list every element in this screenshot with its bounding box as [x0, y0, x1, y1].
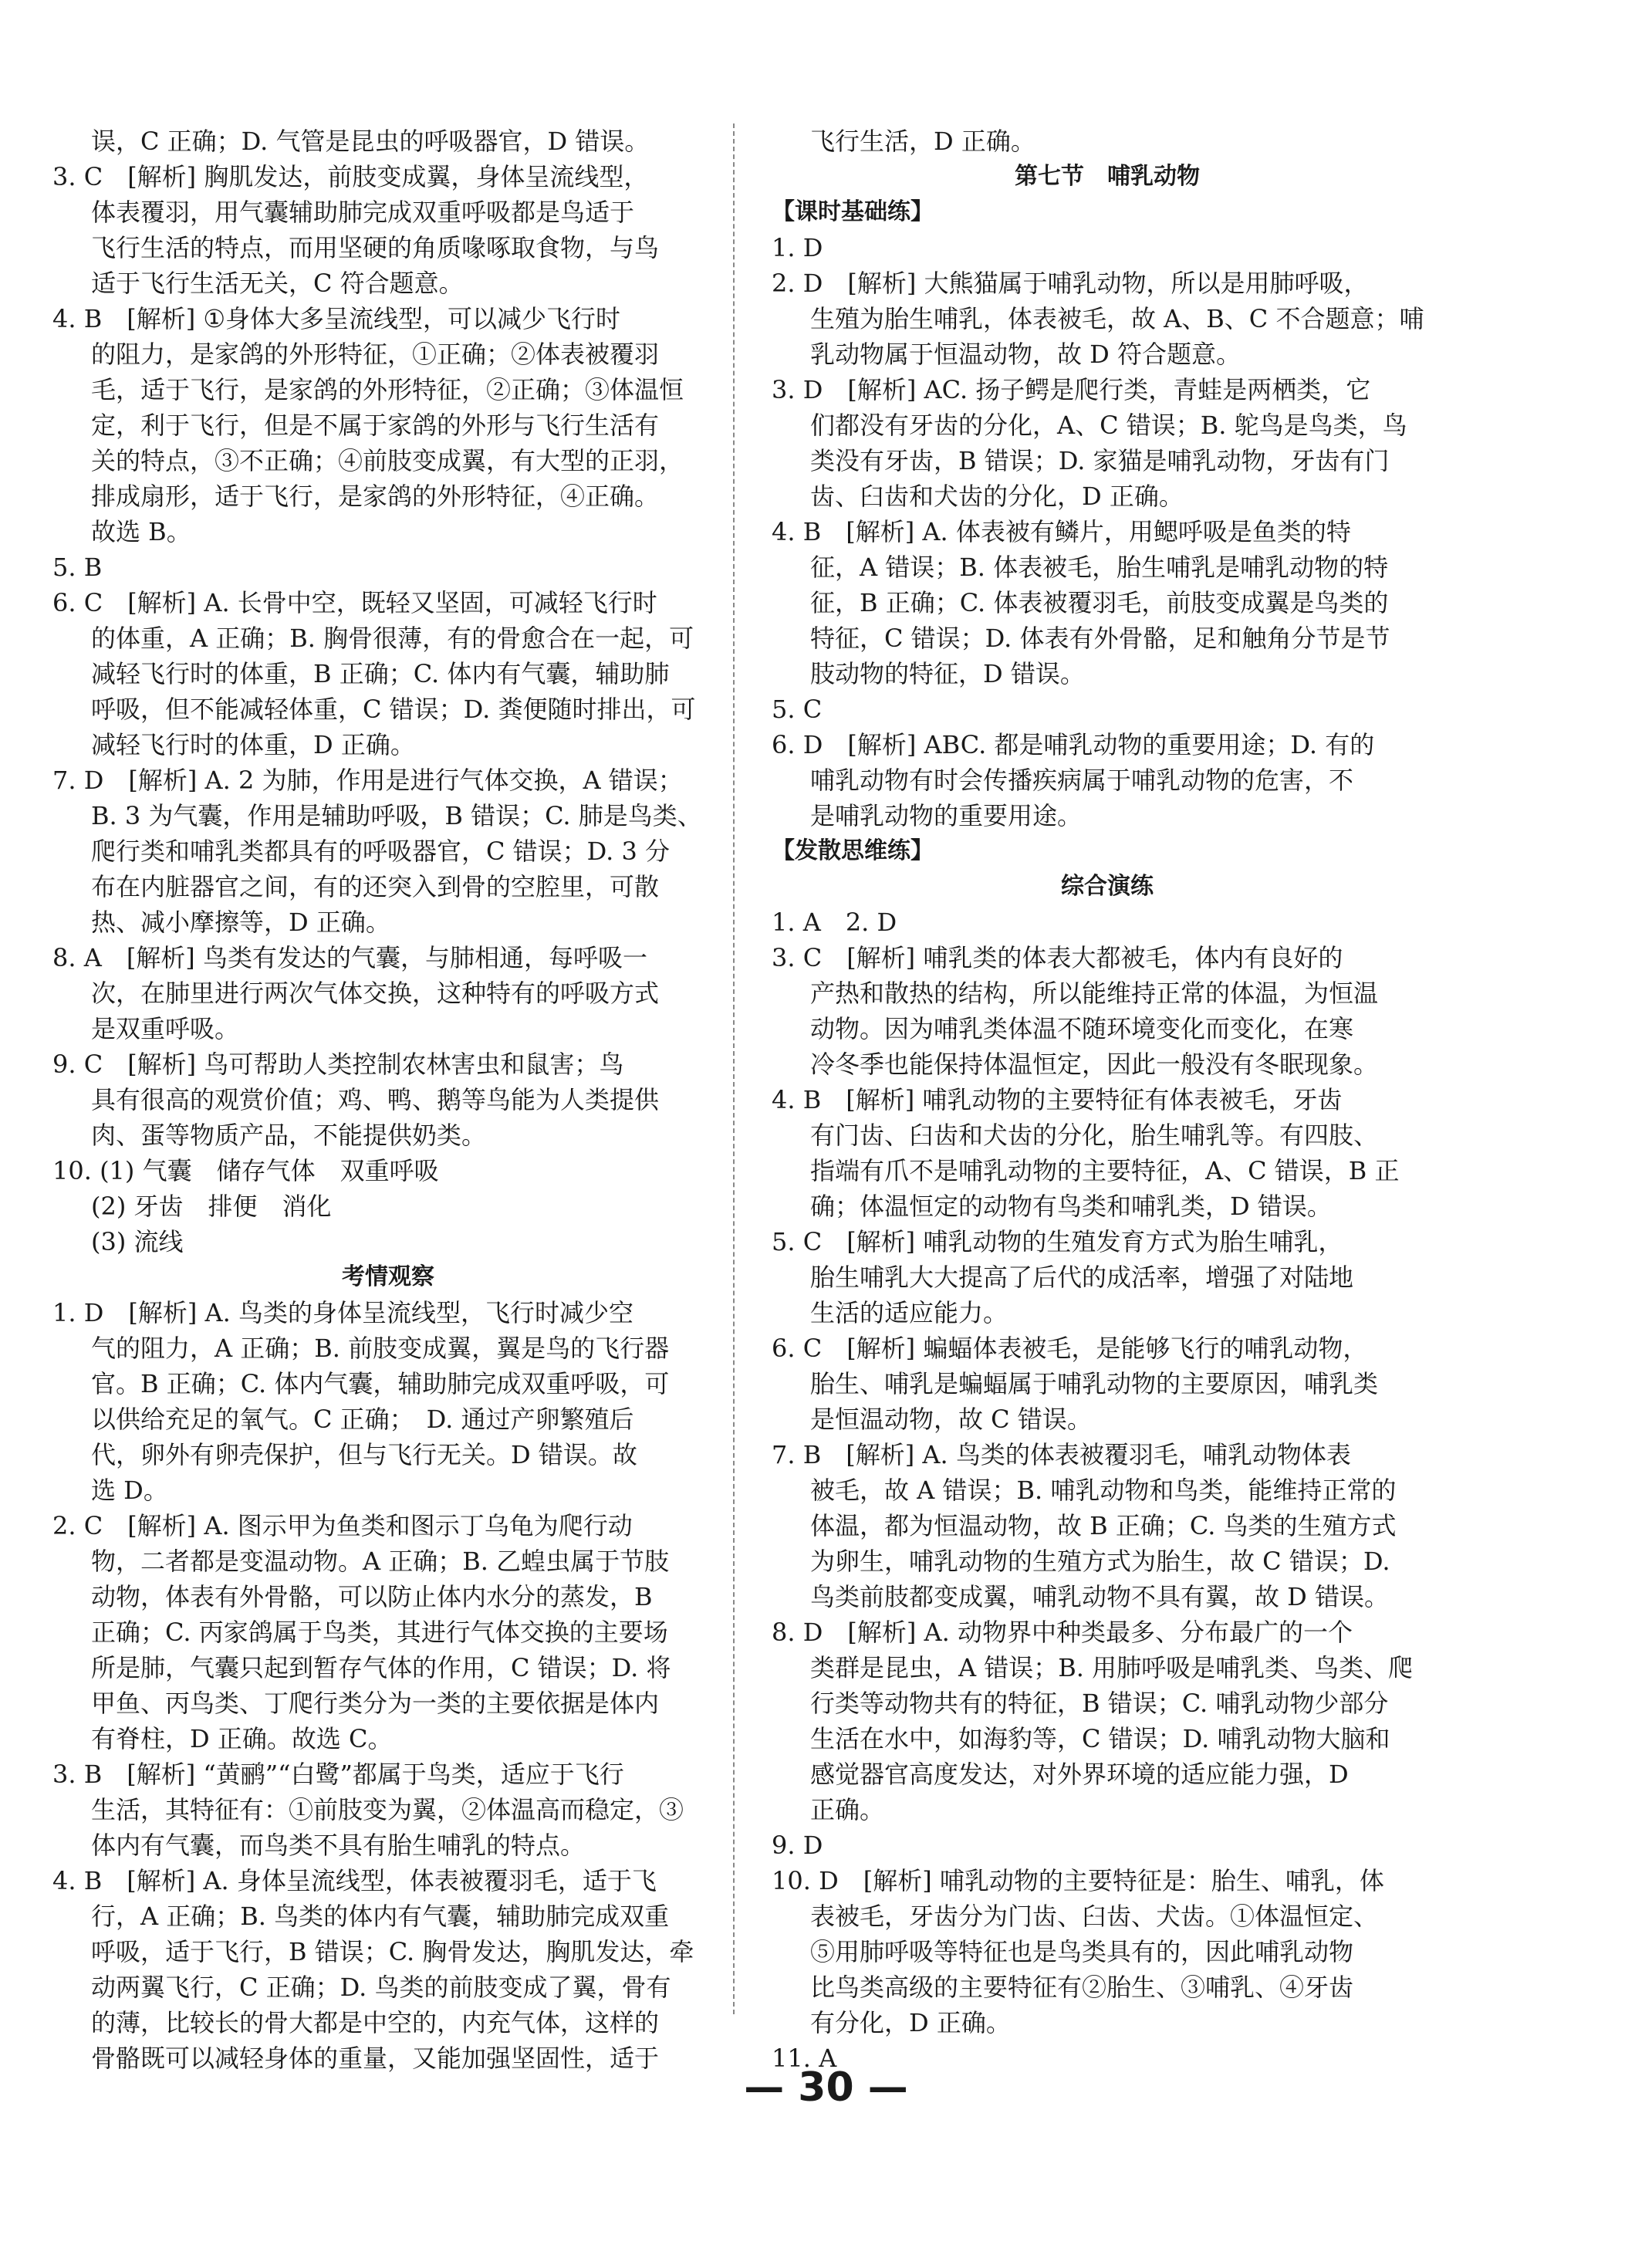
- text-line: 减轻飞行时的体重，B 正确；C. 体内有气囊，辅助肺: [91, 659, 670, 688]
- text-line: 乳动物属于恒温动物，故 D 符合题意。: [810, 340, 1242, 369]
- text-line: 生活，其特征有：①前肢变为翼，②体温高而稳定，③: [91, 1795, 684, 1824]
- text-line: 鸟类前肢都变成翼，哺乳动物不具有翼，故 D 错误。: [810, 1582, 1390, 1611]
- text-line: 2. D [解析] 大熊猫属于哺乳动物，所以是用肺呼吸，: [772, 269, 1369, 298]
- text-line: 是恒温动物，故 C 错误。: [810, 1405, 1092, 1434]
- text-line: 类没有牙齿，B 错误；D. 家猫是哺乳动物，牙齿有门: [810, 446, 1390, 475]
- text-line: 次，在肺里进行两次气体交换，这种特有的呼吸方式: [91, 979, 660, 1008]
- text-line: 5. B: [52, 553, 103, 582]
- text-line: ⑤用肺呼吸等特征也是鸟类具有的，因此哺乳动物: [810, 1937, 1354, 1966]
- text-line: 适于飞行生活无关，C 符合题意。: [91, 269, 464, 298]
- text-line: 所是肺，气囊只起到暂存气体的作用，C 错误；D. 将: [91, 1653, 671, 1682]
- text-line: 9. C [解析] 鸟可帮助人类控制农林害虫和鼠害；鸟: [52, 1050, 624, 1079]
- text-line: 齿、臼齿和犬齿的分化，D 正确。: [810, 482, 1184, 511]
- text-line: 选 D。: [91, 1476, 168, 1505]
- text-line: 有脊柱，D 正确。故选 C。: [91, 1724, 393, 1753]
- page-number: — 30 —: [744, 2064, 908, 2111]
- text-line: 行，A 正确；B. 鸟类的体内有气囊，辅助肺完成双重: [91, 1902, 670, 1931]
- text-line: 飞行生活的特点，而用坚硬的角质喙啄取食物，与鸟: [91, 233, 660, 262]
- text-line: 征，A 错误；B. 体表被毛，胎生哺乳是哺乳动物的特: [810, 553, 1389, 582]
- text-line: 哺乳动物有时会传播疾病属于哺乳动物的危害，不: [810, 766, 1354, 795]
- text-line: 1. A 2. D: [772, 908, 897, 937]
- text-line: 排成扇形，适于飞行，是家鸽的外形特征，④正确。: [91, 482, 660, 511]
- text-line: 们都没有牙齿的分化，A、C 错误；B. 鸵鸟是鸟类，鸟: [810, 411, 1407, 440]
- text-line: 为卵生，哺乳动物的生殖方式为胎生，故 C 错误；D.: [810, 1547, 1390, 1576]
- text-line: 毛，适于飞行，是家鸽的外形特征，②正确；③体温恒: [91, 375, 684, 404]
- section-title: 考情观察: [342, 1263, 434, 1290]
- text-line: 是双重呼吸。: [91, 1014, 240, 1043]
- text-line: 误，C 正确；D. 气管是昆虫的呼吸器官，D 错误。: [91, 127, 650, 156]
- text-line: 感觉器官高度发达，对外界环境的适应能力强，D: [810, 1760, 1349, 1789]
- text-line: 特征，C 错误；D. 体表有外骨骼，足和触角分节是节: [810, 624, 1390, 653]
- text-line: 表被毛，牙齿分为门齿、臼齿、犬齿。①体温恒定、: [810, 1902, 1379, 1931]
- text-line: 的阻力，是家鸽的外形特征，①正确；②体表被覆羽: [91, 340, 660, 369]
- text-line: 确；体温恒定的动物有鸟类和哺乳类，D 错误。: [810, 1192, 1332, 1221]
- text-line: 指端有爪不是哺乳动物的主要特征，A、C 错误，B 正: [810, 1156, 1400, 1185]
- text-line: 是哺乳动物的重要用途。: [810, 801, 1083, 830]
- section-title: 综合演练: [1061, 873, 1154, 900]
- text-line: 飞行生活，D 正确。: [810, 127, 1035, 156]
- text-line: 6. D [解析] ABC. 都是哺乳动物的重要用途；D. 有的: [772, 730, 1375, 759]
- text-line: 6. C [解析] 蝙蝠体表被毛，是能够飞行的哺乳动物，: [772, 1334, 1368, 1363]
- text-line: 动物。因为哺乳类体温不随环境变化而变化，在寒: [810, 1014, 1354, 1043]
- text-line: 11. A: [772, 2044, 837, 2073]
- text-line: 5. C: [772, 695, 823, 724]
- section-title: 第七节 哺乳动物: [1015, 163, 1200, 190]
- text-line: 体温，都为恒温动物，故 B 正确；C. 鸟类的生殖方式: [810, 1511, 1397, 1540]
- text-line: 3. B [解析] “黄鹂”“白鹭”都属于鸟类，适应于飞行: [52, 1760, 624, 1789]
- text-line: 被毛，故 A 错误；B. 哺乳动物和鸟类，能维持正常的: [810, 1476, 1397, 1505]
- text-line: 行类等动物共有的特征，B 错误；C. 哺乳动物少部分: [810, 1689, 1389, 1718]
- text-line: 官。B 正确；C. 体内气囊，辅助肺完成双重呼吸，可: [91, 1369, 670, 1398]
- column-divider: [733, 123, 735, 2014]
- text-line: 爬行类和哺乳类都具有的呼吸器官，C 错误；D. 3 分: [91, 837, 671, 866]
- text-line: 4. B [解析] 哺乳动物的主要特征有体表被毛，牙齿: [772, 1085, 1343, 1114]
- left-column: [52, 123, 724, 2076]
- text-line: 正确。: [810, 1795, 885, 1824]
- text-line: 呼吸，但不能减轻体重，C 错误；D. 粪便随时排出，可: [91, 695, 696, 724]
- text-line: 布在内脏器官之间，有的还突入到骨的空腔里，可散: [91, 872, 660, 901]
- text-line: 10. D [解析] 哺乳动物的主要特征是：胎生、哺乳，体: [772, 1866, 1384, 1895]
- right-column: [772, 123, 1443, 2076]
- text-line: 8. A [解析] 鸟类有发达的气囊，与肺相通，每呼吸一: [52, 943, 647, 972]
- text-line: (2) 牙齿 排便 消化: [91, 1192, 332, 1221]
- text-line: B. 3 为气囊，作用是辅助呼吸，B 错误；C. 肺是鸟类、: [91, 801, 702, 830]
- text-line: 生殖为胎生哺乳，体表被毛，故 A、B、C 不合题意；哺: [810, 304, 1424, 333]
- text-line: 7. B [解析] A. 鸟类的体表被覆羽毛，哺乳动物体表: [772, 1440, 1351, 1469]
- text-line: 3. D [解析] AC. 扬子鳄是爬行类，青蛙是两栖类，它: [772, 375, 1371, 404]
- text-line: 冷冬季也能保持体温恒定，因此一般没有冬眠现象。: [810, 1050, 1379, 1079]
- text-line: 9. D: [772, 1831, 823, 1860]
- text-line: 有门齿、臼齿和犬齿的分化，胎生哺乳等。有四肢、: [810, 1121, 1379, 1150]
- text-line: 热、减小摩擦等，D 正确。: [91, 908, 390, 937]
- text-line: 甲鱼、丙鸟类、丁爬行类分为一类的主要依据是体内: [91, 1689, 660, 1718]
- text-line: 生活的适应能力。: [810, 1298, 1008, 1327]
- text-line: 1. D: [772, 233, 823, 262]
- text-line: 减轻飞行时的体重，D 正确。: [91, 730, 415, 759]
- text-line: 呼吸，适于飞行，B 错误；C. 胸骨发达，胸肌发达，牵: [91, 1937, 694, 1966]
- text-line: 3. C [解析] 胸肌发达，前肢变成翼，身体呈流线型，: [52, 162, 649, 191]
- text-line: 动物，体表有外骨骼，可以防止体内水分的蒸发，B: [91, 1582, 653, 1611]
- text-line: 产热和散热的结构，所以能维持正常的体温，为恒温: [810, 979, 1379, 1008]
- text-line: 体内有气囊，而鸟类不具有胎生哺乳的特点。: [91, 1831, 586, 1860]
- text-line: 的薄，比较长的骨大都是中空的，内充气体，这样的: [91, 2008, 660, 2037]
- text-line: 具有很高的观赏价值；鸡、鸭、鹅等鸟能为人类提供: [91, 1085, 660, 1114]
- text-line: 肢动物的特征，D 错误。: [810, 659, 1085, 688]
- section-heading: 【课时基础练】: [772, 198, 934, 225]
- text-line: 骨骼既可以减轻身体的重量，又能加强坚固性，适于: [91, 2044, 660, 2073]
- text-line: 体表覆羽，用气囊辅助肺完成双重呼吸都是鸟适于: [91, 198, 635, 227]
- text-line: 4. B [解析] A. 体表被有鳞片，用鳃呼吸是鱼类的特: [772, 517, 1351, 546]
- text-line: 气的阻力，A 正确；B. 前肢变成翼，翼是鸟的飞行器: [91, 1334, 670, 1363]
- text-line: 肉、蛋等物质产品，不能提供奶类。: [91, 1121, 487, 1150]
- text-line: 有分化，D 正确。: [810, 2008, 1011, 2037]
- text-line: 故选 B。: [91, 517, 191, 546]
- text-line: 的体重，A 正确；B. 胸骨很薄，有的骨愈合在一起，可: [91, 624, 694, 653]
- text-line: 8. D [解析] A. 动物界中种类最多、分布最广的一个: [772, 1618, 1353, 1647]
- text-line: 类群是昆虫，A 错误；B. 用肺呼吸是哺乳类、鸟类、爬: [810, 1653, 1414, 1682]
- text-line: 胎生哺乳大大提高了后代的成活率，增强了对陆地: [810, 1263, 1354, 1292]
- text-line: 动两翼飞行，C 正确；D. 鸟类的前肢变成了翼，骨有: [91, 1973, 671, 2002]
- text-line: (3) 流线: [91, 1227, 184, 1256]
- text-line: 1. D [解析] A. 鸟类的身体呈流线型，飞行时减少空: [52, 1298, 633, 1327]
- text-line: 定，利于飞行，但是不属于家鸽的外形与飞行生活有: [91, 411, 660, 440]
- text-line: 生活在水中，如海豹等，C 错误；D. 哺乳动物大脑和: [810, 1724, 1390, 1753]
- text-line: 正确；C. 丙家鸽属于鸟类，其进行气体交换的主要场: [91, 1618, 668, 1647]
- section-heading: 【发散思维练】: [772, 837, 934, 864]
- text-line: 征，B 正确；C. 体表被覆羽毛，前肢变成翼是鸟类的: [810, 588, 1389, 617]
- text-line: 3. C [解析] 哺乳类的体表大都被毛，体内有良好的: [772, 943, 1343, 972]
- text-line: 代，卵外有卵壳保护，但与飞行无关。D 错误。故: [91, 1440, 637, 1469]
- text-line: 关的特点，③不正确；④前肢变成翼，有大型的正羽，: [91, 446, 684, 475]
- text-line: 2. C [解析] A. 图示甲为鱼类和图示丁乌龟为爬行动: [52, 1511, 633, 1540]
- text-line: 6. C [解析] A. 长骨中空，既轻又坚固，可减轻飞行时: [52, 588, 657, 617]
- text-line: 10. (1) 气囊 储存气体 双重呼吸: [52, 1156, 439, 1185]
- text-line: 7. D [解析] A. 2 为肺，作用是进行气体交换，A 错误；: [52, 766, 683, 795]
- text-line: 以供给充足的氧气。C 正确； D. 通过产卵繁殖后: [91, 1405, 634, 1434]
- text-line: 胎生、哺乳是蝙蝠属于哺乳动物的主要原因，哺乳类: [810, 1369, 1379, 1398]
- text-line: 4. B [解析] ①身体大多呈流线型，可以减少飞行时: [52, 304, 621, 333]
- text-line: 物，二者都是变温动物。A 正确；B. 乙蝗虫属于节肢: [91, 1547, 670, 1576]
- text-line: 比鸟类高级的主要特征有②胎生、③哺乳、④牙齿: [810, 1973, 1354, 2002]
- text-line: 4. B [解析] A. 身体呈流线型，体表被覆羽毛，适于飞: [52, 1866, 657, 1895]
- text-line: 5. C [解析] 哺乳动物的生殖发育方式为胎生哺乳，: [772, 1227, 1343, 1256]
